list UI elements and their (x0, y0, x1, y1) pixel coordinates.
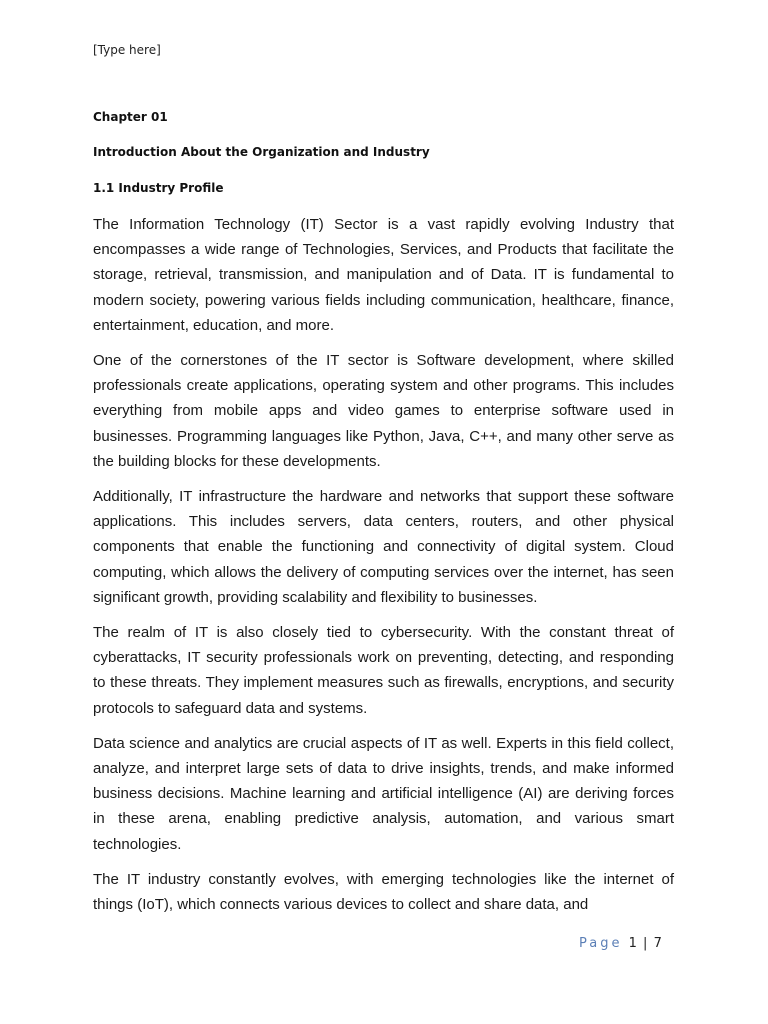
page-footer (579, 936, 662, 951)
page-separator: | (643, 936, 648, 951)
total-pages: 7 (653, 936, 662, 951)
current-page-number: 1 (628, 936, 637, 951)
paragraph-evolution: The IT industry constantly evolves, with emerging technologies like the internet of things (IoT), which connects various devices to collect and share data, and (93, 870, 674, 914)
section-heading: 1.1 Industry Profile (93, 181, 224, 195)
chapter-title: Introduction About the Organization and Industry (93, 145, 430, 159)
header-placeholder[interactable]: [Type here] (93, 43, 161, 57)
paragraph-it-sector: The Information Technology (IT) Sector is a vast rapidly evolving Industry that encompasses a wide range of Technologies, Services, and Products that facilitate the storage, retrieval, transmission, and manipulation and of Data. IT is fundamental to modern society, powering various fields including communication, healthcare, finance, entertainment, education, and more. (93, 216, 674, 334)
paragraph-data-science: Data science and analytics are crucial aspects of IT as well. Experts in this field collect, analyze, and interpret large sets of data to drive insights, trends, and make informed business decisions. Machine learning and artificial intelligence (AI) are deriving forces in these arena, enabling predictive analysis, automation, and various smart technologies. (93, 734, 674, 853)
paragraph-cybersecurity: The realm of IT is also closely tied to cybersecurity. With the constant threat of cyberattacks, IT security professionals work on preventing, detecting, and responding to these threats. They implement measures such as firewalls, encryptions, and security protocols to safeguard data and systems. (93, 624, 674, 717)
body-text (93, 212, 674, 927)
paragraph-infrastructure: Additionally, IT infrastructure the hardware and networks that support these software applications. This includes servers, data centers, routers, and other physical components that enable the functioning and connectivity of digital system. Cloud computing, which allows the delivery of computing services over the internet, has seen significant growth, providing scalability and flexibility to businesses. (93, 488, 674, 606)
paragraph-software-development: One of the cornerstones of the IT sector is Software development, where skilled professionals create applications, operating system and other programs. This includes everything from mobile apps and video games to enterprise software used in businesses. Programming languages like Python, Java, C++, and many other serve as the building blocks for these developments. (93, 352, 674, 470)
chapter-heading: Chapter 01 (93, 110, 168, 124)
page-label: Page (579, 936, 623, 951)
